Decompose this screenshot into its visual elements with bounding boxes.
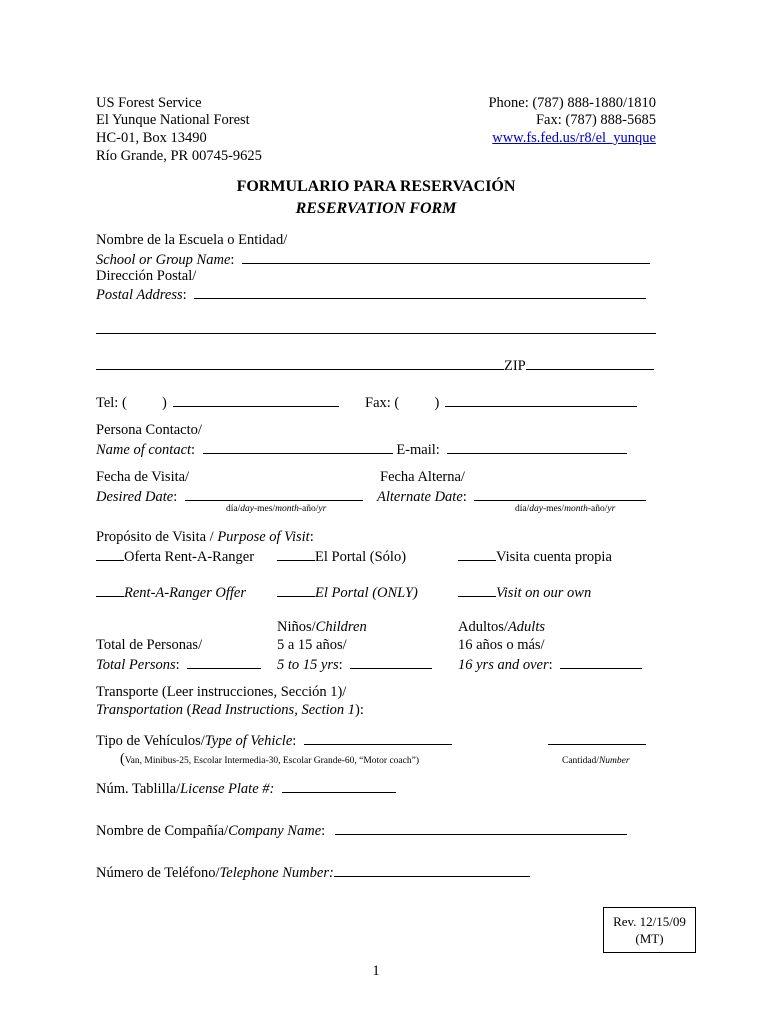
adults-count-field[interactable] bbox=[560, 654, 642, 669]
alt-date-row: Alternate Date: bbox=[377, 486, 646, 506]
address-row-2 bbox=[96, 319, 656, 339]
total-row: Total Persons: bbox=[96, 654, 261, 674]
revision-date: Rev. 12/15/09 bbox=[613, 914, 686, 929]
tel-field[interactable] bbox=[173, 392, 339, 407]
children-count-field[interactable] bbox=[350, 654, 432, 669]
plate-label-es: Núm. Tablilla/ bbox=[96, 781, 181, 797]
company-phone-row bbox=[96, 862, 530, 882]
purpose-label-en: Purpose of Visit bbox=[217, 529, 310, 545]
option-portal-es[interactable]: El Portal (Sólo) bbox=[277, 546, 406, 566]
school-label-en: School or Group Name bbox=[96, 252, 231, 268]
checkbox-line[interactable] bbox=[277, 582, 315, 597]
address-field-1[interactable] bbox=[194, 284, 646, 299]
contact-label-en: Name of contact bbox=[96, 442, 192, 458]
adults-range-es: 16 años o más/ bbox=[458, 637, 545, 653]
plate-label-en: License Plate #: bbox=[180, 781, 275, 797]
date-label-en: Desired Date bbox=[96, 489, 174, 505]
revision-box bbox=[603, 907, 696, 953]
adults-heading: Adultos/Adults bbox=[458, 619, 546, 635]
tel-label: Tel: ( bbox=[96, 395, 127, 411]
desired-date-field[interactable] bbox=[185, 486, 363, 501]
revision-initials: (MT) bbox=[635, 931, 664, 946]
total-label-en: Total Persons bbox=[96, 657, 176, 673]
form-title-spanish: FORMULARIO PARA RESERVACIÓN bbox=[236, 178, 516, 195]
plate-row bbox=[96, 778, 396, 798]
vehicle-label-en: Type of Vehicle bbox=[204, 733, 293, 749]
org-line-3: HC-01, Box 13490 bbox=[96, 130, 207, 146]
fax-label: Fax: ( bbox=[365, 395, 400, 411]
company-label-es: Nombre de Compañía/ bbox=[96, 823, 229, 839]
option-own-visit-es[interactable]: Visita cuenta propia bbox=[458, 546, 612, 566]
checkbox-line[interactable] bbox=[96, 546, 124, 561]
page-number: 1 bbox=[372, 963, 380, 979]
vehicle-row: Tipo de Vehículos/Type of Vehicle: bbox=[96, 730, 452, 750]
checkbox-line[interactable] bbox=[458, 546, 496, 561]
email-field[interactable] bbox=[447, 439, 627, 454]
purpose-row: Propósito de Visita / Purpose of Visit: bbox=[96, 529, 314, 545]
vehicle-note: (Van, Minibus-25, Escolar Intermedia-30, Escolar Grande-60, “Motor coach”) bbox=[120, 751, 419, 767]
checkbox-line[interactable] bbox=[277, 546, 315, 561]
school-row: School or Group Name: bbox=[96, 249, 650, 269]
adults-range-en: 16 yrs and over bbox=[458, 657, 549, 673]
quantity-label: Cantidad/Number bbox=[562, 756, 630, 766]
org-line-1: US Forest Service bbox=[96, 95, 202, 111]
contact-name-field[interactable] bbox=[203, 439, 393, 454]
children-range-es: 5 a 15 años/ bbox=[277, 637, 347, 653]
vehicle-label-es: Tipo de Vehículos/ bbox=[96, 733, 205, 749]
date-label-es: Fecha de Visita/ bbox=[96, 469, 190, 485]
org-line-4: Río Grande, PR 00745-9625 bbox=[96, 148, 262, 164]
alt-date-label-en: Alternate Date bbox=[377, 489, 463, 505]
tel-paren-close: ) bbox=[162, 395, 167, 411]
option-rent-a-ranger-en[interactable]: Rent-A-Ranger Offer bbox=[96, 582, 246, 602]
quantity-line-row bbox=[548, 730, 646, 750]
alt-date-label-es: Fecha Alterna/ bbox=[380, 469, 465, 485]
address-label-en: Postal Address bbox=[96, 287, 183, 303]
school-name-field[interactable] bbox=[242, 249, 650, 264]
fax-text: Fax: (787) 888-5685 bbox=[535, 112, 656, 128]
children-heading: Niños/Children bbox=[277, 619, 367, 635]
alt-date-format-hint: día/day-mes/month-año/yr bbox=[515, 504, 616, 514]
adults-row: 16 yrs and over: bbox=[458, 654, 642, 674]
children-row: 5 to 15 yrs: bbox=[277, 654, 432, 674]
fax-field[interactable] bbox=[445, 392, 637, 407]
address-field-3[interactable] bbox=[96, 355, 504, 370]
transport-label-en: Transportation (Read Instructions, Section 1): bbox=[96, 702, 364, 718]
fax-row bbox=[365, 392, 637, 412]
school-label-es: Nombre de la Escuela o Entidad/ bbox=[96, 232, 288, 248]
total-count-field[interactable] bbox=[187, 654, 261, 669]
option-portal-en[interactable]: El Portal (ONLY) bbox=[277, 582, 418, 602]
zip-label: ZIP bbox=[504, 358, 526, 374]
org-line-2: El Yunque National Forest bbox=[96, 112, 250, 128]
website-link[interactable]: www.fs.fed.us/r8/el_yunque bbox=[492, 130, 656, 146]
contact-row: Name of contact: E-mail: bbox=[96, 439, 627, 459]
company-row: Nombre de Compañía/Company Name: bbox=[96, 820, 627, 840]
email-label: E-mail: bbox=[396, 442, 440, 458]
vehicle-quantity-field[interactable] bbox=[548, 730, 646, 745]
checkbox-line[interactable] bbox=[96, 582, 124, 597]
option-rent-a-ranger-es[interactable]: Oferta Rent-A-Ranger bbox=[96, 546, 254, 566]
company-name-field[interactable] bbox=[335, 820, 627, 835]
checkbox-line[interactable] bbox=[458, 582, 496, 597]
address-row-3 bbox=[96, 355, 654, 375]
alternate-date-field[interactable] bbox=[474, 486, 646, 501]
total-label-es: Total de Personas/ bbox=[96, 637, 203, 653]
date-row: Desired Date: bbox=[96, 486, 363, 506]
phone-label-es: Número de Teléfono/ bbox=[96, 865, 220, 881]
contact-label-es: Persona Contacto/ bbox=[96, 422, 202, 438]
address-label-es: Dirección Postal/ bbox=[96, 268, 197, 284]
vehicle-type-field[interactable] bbox=[304, 730, 452, 745]
fax-paren-close: ) bbox=[434, 395, 440, 411]
children-range-en: 5 to 15 yrs bbox=[277, 657, 339, 673]
date-format-hint: día/day-mes/month-año/yr bbox=[226, 504, 327, 514]
tel-row bbox=[96, 392, 339, 412]
form-title-english: RESERVATION FORM bbox=[295, 200, 457, 217]
company-label-en: Company Name bbox=[228, 823, 322, 839]
purpose-label-es: Propósito de Visita / bbox=[96, 529, 218, 545]
zip-field[interactable] bbox=[526, 355, 654, 370]
phone-label-en: Telephone Number: bbox=[219, 865, 334, 881]
address-field-2[interactable] bbox=[96, 319, 656, 334]
telephone-number-field[interactable] bbox=[334, 862, 530, 877]
license-plate-field[interactable] bbox=[282, 778, 396, 793]
address-row: Postal Address: bbox=[96, 284, 646, 304]
option-own-visit-en[interactable]: Visit on our own bbox=[458, 582, 591, 602]
phone-text: Phone: (787) 888-1880/1810 bbox=[488, 95, 656, 111]
transport-label-es: Transporte (Leer instrucciones, Sección 1)/ bbox=[96, 684, 347, 700]
